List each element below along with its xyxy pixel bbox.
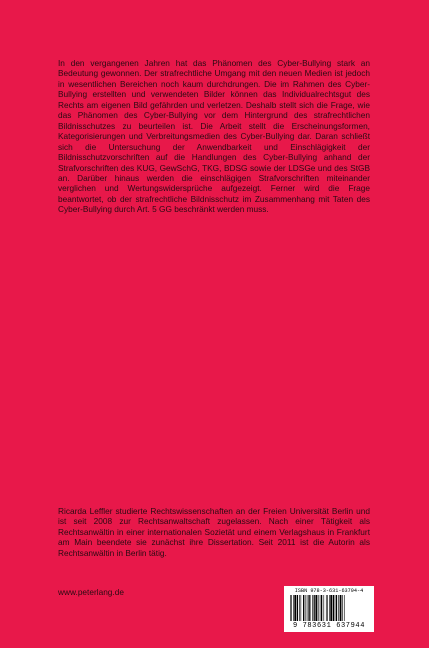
barcode-bar	[301, 595, 302, 621]
barcode-bar	[320, 595, 321, 621]
barcode-bar	[327, 595, 328, 621]
barcode-bar	[303, 595, 304, 621]
barcode-bar	[312, 595, 313, 621]
barcode-bar	[326, 595, 327, 621]
barcode-bar	[342, 595, 343, 621]
author-bio-text: Ricarda Leffler studierte Rechtswissenschaften an der Freien Universität Berlin und ist seit 2008 zur Rechtsanwaltschaft zugelassen. Nach einer Tätigkeit als Rechtsanwältin in einer internationalen Sozietät und einem Verlagshaus in Frankfurt am Main beendete sie zunächst ihre Dissertation. Seit 2011 ist die Autorin als Rechtsanwältin in Berlin tätig.	[58, 506, 370, 558]
barcode-bar	[318, 595, 319, 621]
barcode-bar	[340, 595, 342, 621]
barcode-bar	[329, 595, 330, 621]
ean-digits: 9 783631 637944	[292, 622, 365, 630]
barcode-bar	[330, 595, 332, 621]
barcode-bar	[323, 595, 324, 621]
barcode-bar	[336, 595, 337, 621]
isbn-barcode	[284, 586, 374, 632]
barcode-bar	[291, 595, 292, 621]
isbn-label: ISBN 978-3-631-63794-4	[294, 588, 364, 594]
barcode-bar	[305, 595, 306, 621]
barcode-bar	[335, 595, 336, 621]
barcode-bar	[299, 595, 300, 621]
publisher-website[interactable]: www.peterlang.de	[58, 587, 124, 597]
barcode-bar	[344, 595, 345, 621]
barcode-bar	[333, 595, 334, 621]
barcode-bar	[294, 595, 296, 621]
barcode-bar	[315, 595, 317, 621]
barcode-bar	[309, 595, 310, 621]
barcode-bar	[308, 595, 309, 621]
barcode-bar	[293, 595, 294, 621]
barcode-bar	[338, 595, 339, 621]
barcode-bar	[321, 595, 322, 621]
abstract-text: In den vergangenen Jahren hat das Phänomen des Cyber-Bullying stark an Bedeutung gewonnen. Der strafrechtliche Umgang mit den neuen Medien ist jedoch in wesentlichen Bereichen noch kaum durchdrungen. Die im Rahmen des Cyber-Bullying erstellten und verwendeten Bilder können das Individualrechtsgut des Rechts am eigenen Bild gefährden und verletzen. Deshalb stellt sich die Frage, wie das Phänomen des Cyber-Bullying vor dem Hintergrund des strafrechtlichen Bildnisschutzes zu beurteilen ist. Die Arbeit stellt die Erscheinungsformen, Kategorisierungen und Verbreitungsmedien des Cyber-Bullying dar. Daran schließt sich die Untersuchung der Anwendbarkeit und Einschlägigkeit der Bildnisschutzvorschriften auf die Handlungen des Cyber-Bullying anhand der Strafvorschriften des KUG, GewSchG, TKG, BDSG sowie der LDSGe und des StGB an. Darüber hinaus werden die einschlägigen Strafvorschriften miteinander verglichen und Wertungswidersprüche aufgezeigt. Ferner wird die Frage beantwortet, ob der strafrechtliche Bildnisschutz im Zusammenhang mit Taten des Cyber-Bullying durch Art. 5 GG beschränkt werden muss.	[58, 58, 370, 215]
barcode-bars-icon	[290, 595, 370, 621]
barcode-bar	[307, 595, 308, 621]
barcode-bar	[314, 595, 315, 621]
barcode-bar	[297, 595, 298, 621]
barcode-bar	[290, 595, 291, 621]
